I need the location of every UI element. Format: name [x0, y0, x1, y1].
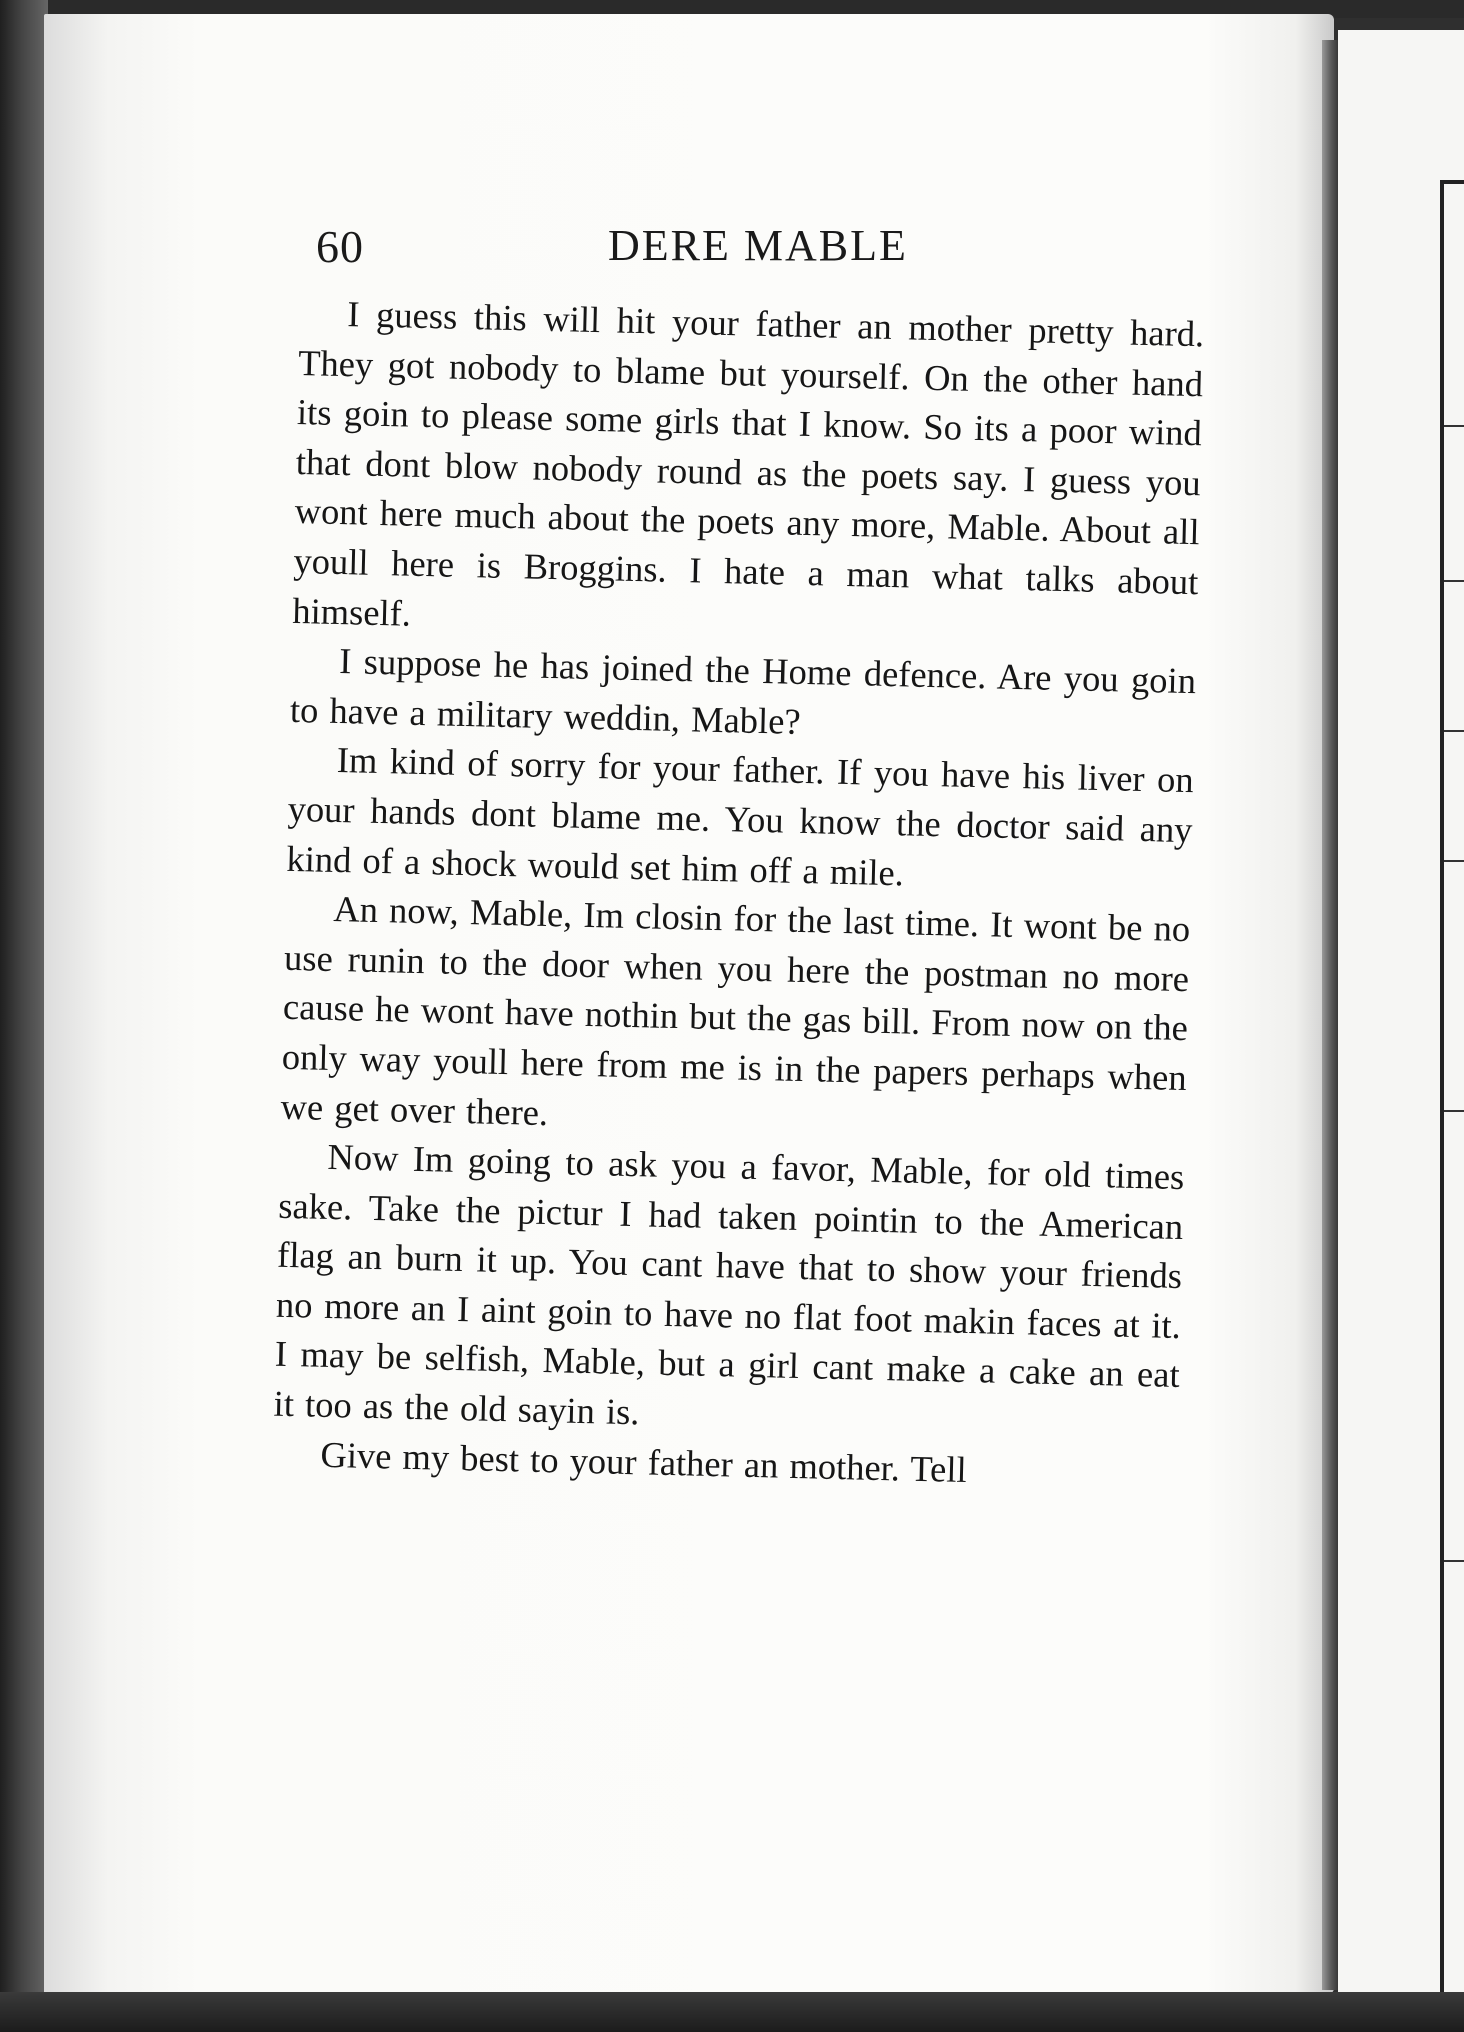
book-cover-left-edge — [0, 0, 48, 2032]
page-body — [272, 288, 1205, 1499]
facing-page-edge — [1338, 30, 1464, 2000]
book-cover-bottom-edge — [0, 1992, 1464, 2032]
facing-page-rule — [1444, 860, 1464, 862]
page-header — [316, 220, 956, 280]
paragraph: An now, Mable, Im closin for the last time. It wont be no use runin to the door when you here the postman no more cause he wont have nothin but the gas bill. From now on the only way youll here from me is in the papers perhaps when we get over there. — [280, 888, 1191, 1133]
paragraph: Give my best to your father an mother. Tell — [320, 1433, 968, 1490]
paragraph: Now Im going to ask you a favor, Mable, for old times sake. Take the pictur I had taken pointin to the American flag an burn it up. You cant have that to show your friends no more an I aint goin to have no flat foot makin faces at it. I may be selfish, Mable, but a girl cant make a cake an eat it too as the old sayin is. — [273, 1135, 1185, 1433]
facing-page-rule — [1444, 580, 1464, 582]
facing-page-border — [1440, 180, 1464, 2032]
running-head: DERE MABLE — [608, 221, 908, 270]
facing-page-rule — [1444, 730, 1464, 732]
facing-page-rule — [1444, 1560, 1464, 1562]
paragraph: Im kind of sorry for your father. If you have his liver on your hands dont blame me. You know the doctor said any kind of a shock would set him off a mile. — [286, 739, 1195, 893]
facing-page-rule — [1444, 1110, 1464, 1112]
facing-page-rule — [1444, 425, 1464, 427]
paragraph: I guess this will hit your father an mother pretty hard. They got nobody to blame but yourself. On the other hand its goin to please some girls that I know. So its a poor wind that dont blow nobody round as the poets say. I guess you wont here much about the poets any more, Mable. About all youll here is Broggins. I hate a man what talks about himself. — [291, 293, 1205, 634]
page-number: 60 — [316, 221, 364, 272]
paragraph: I suppose he has joined the Home defence. Are you goin to have a military weddin, Mable? — [289, 640, 1197, 742]
